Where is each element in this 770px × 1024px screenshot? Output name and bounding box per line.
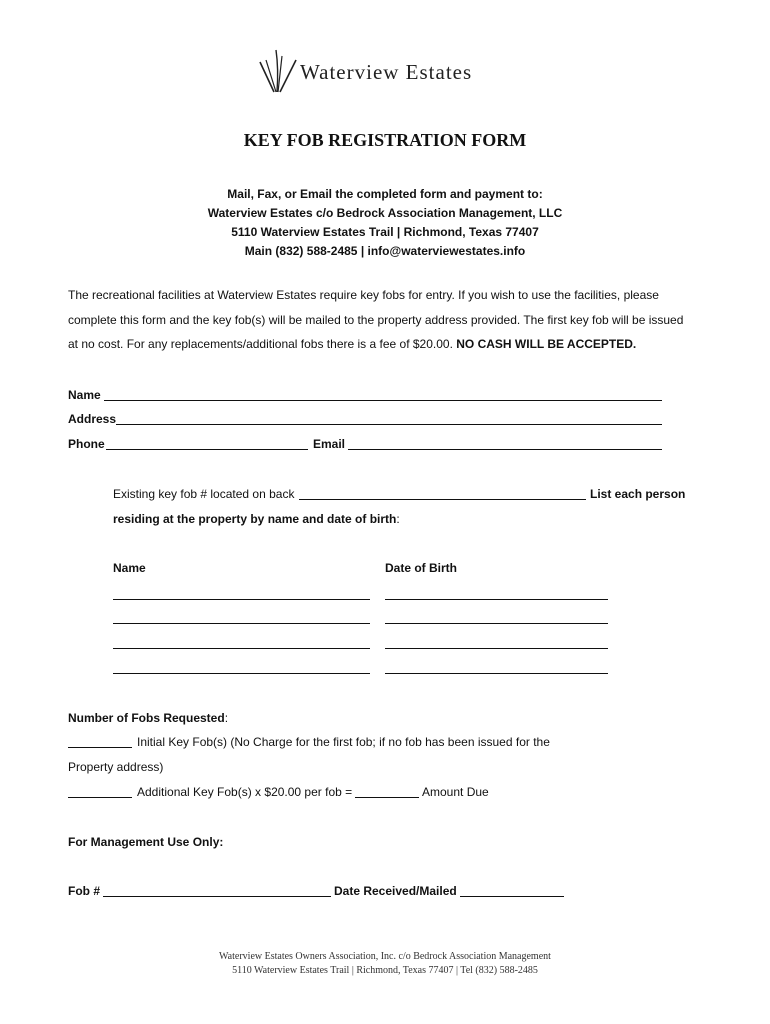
initial-fob-label: Initial Key Fob(s) (No Charge for the first fob; if no fob has been issued for the — [137, 735, 550, 749]
name-label: Name — [68, 388, 101, 402]
fobs-requested-heading-text: Number of Fobs Requested — [68, 711, 225, 725]
resident-name-line-4[interactable] — [113, 673, 370, 674]
phone-label: Phone — [68, 437, 105, 451]
intro-line-2: complete this form and the key fob(s) will be mailed to the property address provided. The first key fob will be issued — [68, 313, 684, 327]
header-line-1: Mail, Fax, or Email the completed form and payment to: — [227, 187, 543, 201]
resident-dob-line-1[interactable] — [385, 599, 608, 600]
address-label: Address — [68, 412, 117, 426]
initial-fob-label-cont: Property address) — [68, 760, 164, 774]
email-field-line[interactable] — [348, 449, 662, 450]
additional-fob-count-line[interactable] — [68, 797, 132, 798]
footer-line-1: Waterview Estates Owners Association, Inc. c/o Bedrock Association Management — [219, 951, 551, 962]
footer-line-2: 5110 Waterview Estates Trail | Richmond, Texas 77407 | Tel (832) 588-2485 — [232, 965, 538, 976]
resident-name-header: Name — [113, 561, 146, 575]
residing-label — [113, 512, 400, 526]
resident-name-line-2[interactable] — [113, 623, 370, 624]
management-heading: For Management Use Only: — [68, 835, 224, 849]
date-received-line[interactable] — [460, 896, 564, 897]
name-field-line[interactable] — [104, 400, 662, 401]
residing-label-colon: : — [396, 512, 400, 526]
header-line-3: 5110 Waterview Estates Trail | Richmond, Texas 77407 — [231, 225, 539, 239]
fobs-requested-heading-colon: : — [224, 711, 229, 725]
resident-dob-line-3[interactable] — [385, 648, 608, 649]
logo-brand-text: Waterview Estates — [300, 60, 473, 84]
list-each-person-label: List each person — [590, 487, 686, 501]
header-line-4: Main (832) 588-2485 | info@waterviewestates.info — [244, 244, 526, 258]
fob-number-label: Fob # — [68, 884, 100, 898]
no-cash-notice: NO CASH WILL BE ACCEPTED. — [456, 337, 637, 351]
resident-dob-header: Date of Birth — [385, 561, 457, 575]
additional-fob-label: Additional Key Fob(s) x $20.00 per fob = — [137, 785, 353, 799]
resident-dob-line-4[interactable] — [385, 673, 608, 674]
amount-due-line[interactable] — [355, 797, 419, 798]
residing-label-text: residing at the property by name and date of birth — [113, 512, 397, 526]
address-field-line[interactable] — [116, 424, 662, 425]
company-logo — [256, 48, 516, 96]
reed-logo-icon — [256, 48, 300, 94]
amount-due-label: Amount Due — [422, 785, 489, 799]
form-title: KEY FOB REGISTRATION FORM — [243, 130, 527, 150]
email-label: Email — [313, 437, 346, 451]
phone-field-line[interactable] — [106, 449, 308, 450]
intro-line-3 — [68, 337, 636, 351]
existing-fob-label: Existing key fob # located on back — [113, 487, 295, 501]
fobs-requested-heading — [68, 711, 228, 725]
date-received-label: Date Received/Mailed — [334, 884, 457, 898]
intro-line-1: The recreational facilities at Waterview Estates require key fobs for entry. If you wish to use the facilities, please — [68, 288, 659, 302]
header-line-2: Waterview Estates c/o Bedrock Association Management, LLC — [207, 206, 563, 220]
resident-dob-line-2[interactable] — [385, 623, 608, 624]
fob-number-line[interactable] — [103, 896, 331, 897]
intro-line-3-text: at no cost. For any replacements/additional fobs there is a fee of $20.00. — [68, 337, 457, 351]
existing-fob-field-line[interactable] — [299, 499, 586, 500]
resident-name-line-3[interactable] — [113, 648, 370, 649]
resident-name-line-1[interactable] — [113, 599, 370, 600]
initial-fob-count-line[interactable] — [68, 747, 132, 748]
